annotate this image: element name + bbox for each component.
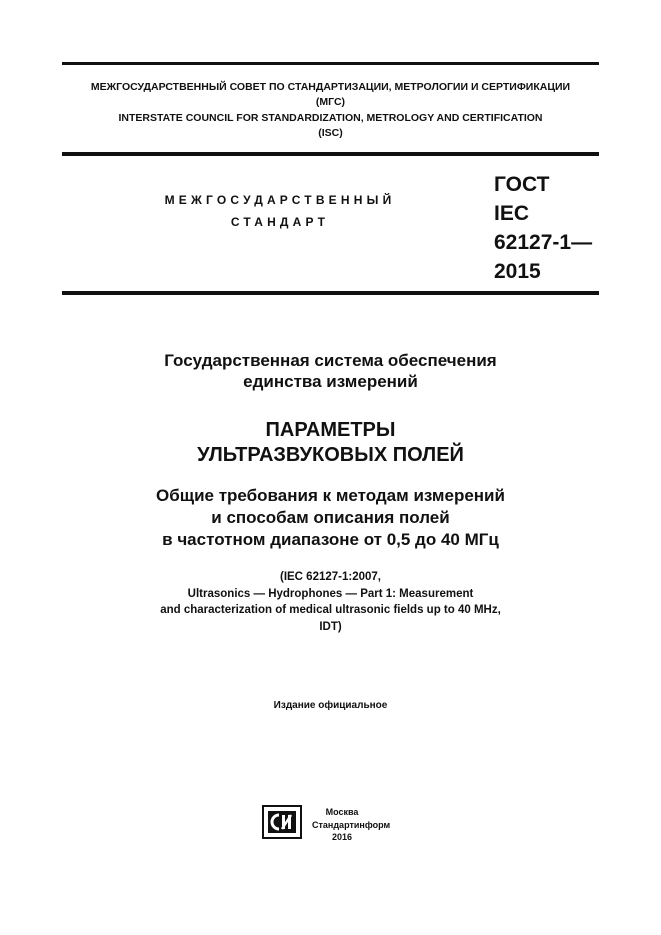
publisher-city: Москва	[325, 807, 359, 817]
council-ru-abbr: (МГС)	[315, 96, 346, 108]
series-title-line1: Государственная система обеспечения	[164, 351, 497, 370]
top-rule	[62, 62, 599, 65]
edition-note: Издание официальное	[273, 700, 388, 711]
designation-gost: ГОСТ	[494, 173, 550, 196]
iec-reference-line3: and characterization of medical ultrasonic fields up to 40 MHz,	[160, 604, 501, 616]
iec-reference	[62, 569, 599, 635]
designation-year: 2015	[494, 260, 541, 283]
council-ru-name: МЕЖГОСУДАРСТВЕННЫЙ СОВЕТ ПО СТАНДАРТИЗАЦИИ, МЕТРОЛОГИИ И СЕРТИФИКАЦИИ	[90, 81, 571, 93]
main-title-line2: УЛЬТРАЗВУКОВЫХ ПОЛЕЙ	[197, 444, 464, 466]
council-rule	[62, 152, 599, 156]
publisher-year: 2016	[331, 832, 353, 842]
iec-reference-line2: Ultrasonics — Hydrophones — Part 1: Measurement	[187, 587, 474, 600]
main-title	[62, 418, 599, 468]
sub-title-line3: в частотном диапазоне от 0,5 до 40 МГц	[162, 530, 499, 549]
standard-type-line2: СТАНДАРТ	[230, 215, 330, 229]
sub-title-line1: Общие требования к методам измерений	[156, 486, 505, 505]
sub-title	[62, 485, 599, 551]
council-en-name: INTERSTATE COUNCIL FOR STANDARDIZATION, METROLOGY AND CERTIFICATION	[118, 112, 543, 124]
series-title-line2: единства измерений	[243, 372, 418, 391]
standard-type	[120, 189, 440, 233]
publisher-name: Стандартинформ	[312, 819, 391, 830]
standard-designation	[494, 170, 592, 286]
designation-iec: IEC	[494, 202, 530, 225]
sub-title-line2: и способам описания полей	[211, 508, 450, 527]
standard-type-line1: МЕЖГОСУДАРСТВЕННЫЙ	[164, 193, 396, 207]
iec-reference-line1: (IEC 62127-1:2007,	[279, 571, 381, 583]
council-block	[62, 80, 599, 141]
iec-reference-line4: IDT)	[319, 620, 342, 633]
designation-number: 62127-1—	[494, 231, 593, 254]
standartinform-logo-icon	[262, 805, 302, 839]
series-title	[62, 350, 599, 392]
main-title-line1: ПАРАМЕТРЫ	[265, 419, 396, 441]
council-en-abbr: (ISC)	[318, 127, 343, 139]
publisher-block	[312, 806, 391, 844]
header-rule	[62, 291, 599, 295]
